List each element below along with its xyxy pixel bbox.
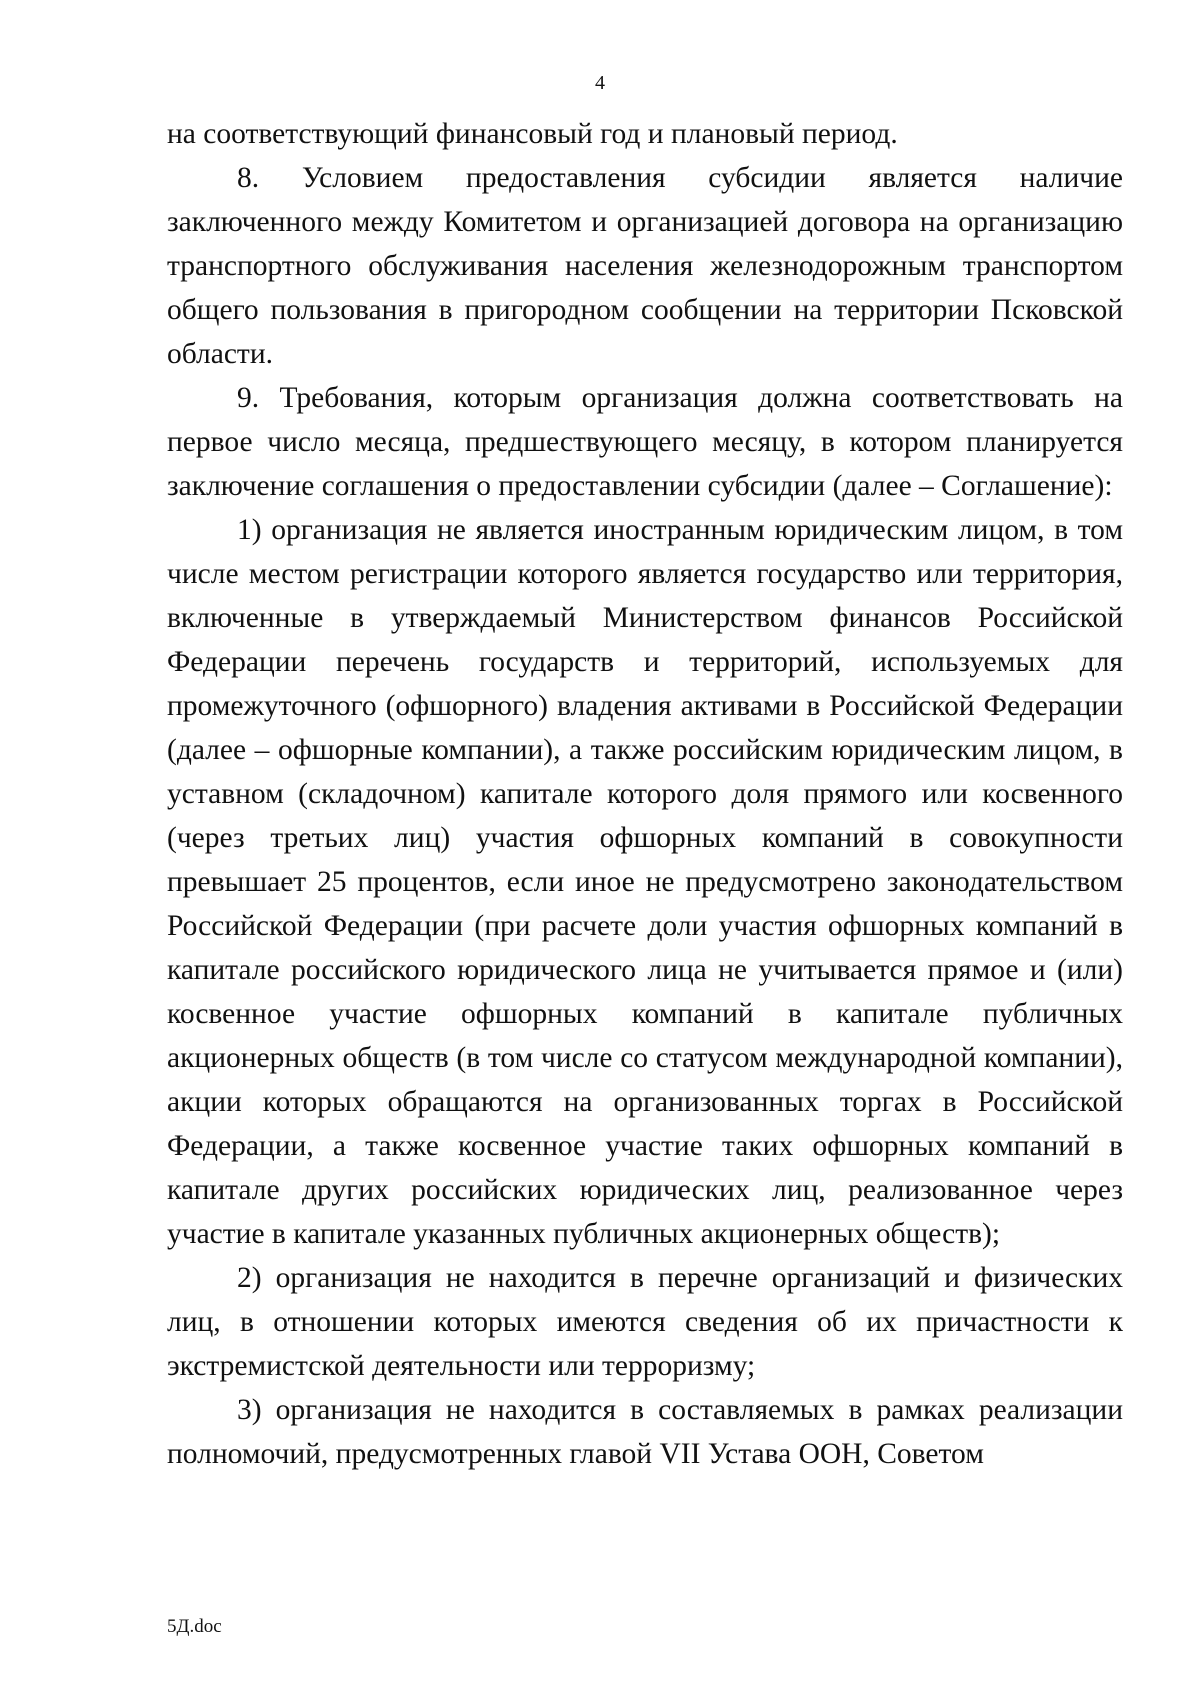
paragraph-subitem-2: 2) организация не находится в перечне организаций и физических лиц, в отношении которых имеются сведения об их причастности к экстремистской деятельности или терроризму; <box>167 1262 1123 1382</box>
paragraph-subitem-3: 3) организация не находится в составляемых в рамках реализации полномочий, предусмотренных главой VII Устава ООН, Советом <box>167 1394 1123 1470</box>
document-body <box>167 112 1123 1476</box>
page-number: 4 <box>595 72 605 94</box>
paragraph-continuation: на соответствующий финансовый год и плановый период. <box>167 118 898 150</box>
paragraph-subitem-1: 1) организация не является иностранным юридическим лицом, в том числе местом регистрации которого является государство или территория, включенные в утверждаемый Министерством финансов Российской Федерации перечень государств и территорий, используемых для промежуточного (офшорного) владения активами в Российской Федерации (далее – офшорные компании), а также российским юридическим лицом, в уставном (складочном) капитале которого доля прямого или косвенного (через третьих лиц) участия офшорных компаний в совокупности превышает 25 процентов, если иное не предусмотрено законодательством Российской Федерации (при расчете доли участия офшорных компаний в капитале российского юридического лица не учитывается прямое и (или) косвенное участие офшорных компаний в капитале публичных акционерных обществ (в том числе со статусом международной компании), акции которых обращаются на организованных торгах в Российской Федерации, а также косвенное участие таких офшорных компаний в капитале других российских юридических лиц, реализованное через участие в капитале указанных публичных акционерных обществ); <box>167 514 1123 1250</box>
paragraph-item-8: 8. Условием предоставления субсидии является наличие заключенного между Комитетом и организацией договора на организацию транспортного обслуживания населения железнодорожным транспортом общего пользования в пригородном сообщении на территории Псковской области. <box>167 162 1123 370</box>
paragraph-item-9: 9. Требования, которым организация должна соответствовать на первое число месяца, предшествующего месяцу, в котором планируется заключение соглашения о предоставлении субсидии (далее – Соглашение): <box>167 382 1123 502</box>
footer-filename: 5Д.doc <box>167 1616 222 1637</box>
